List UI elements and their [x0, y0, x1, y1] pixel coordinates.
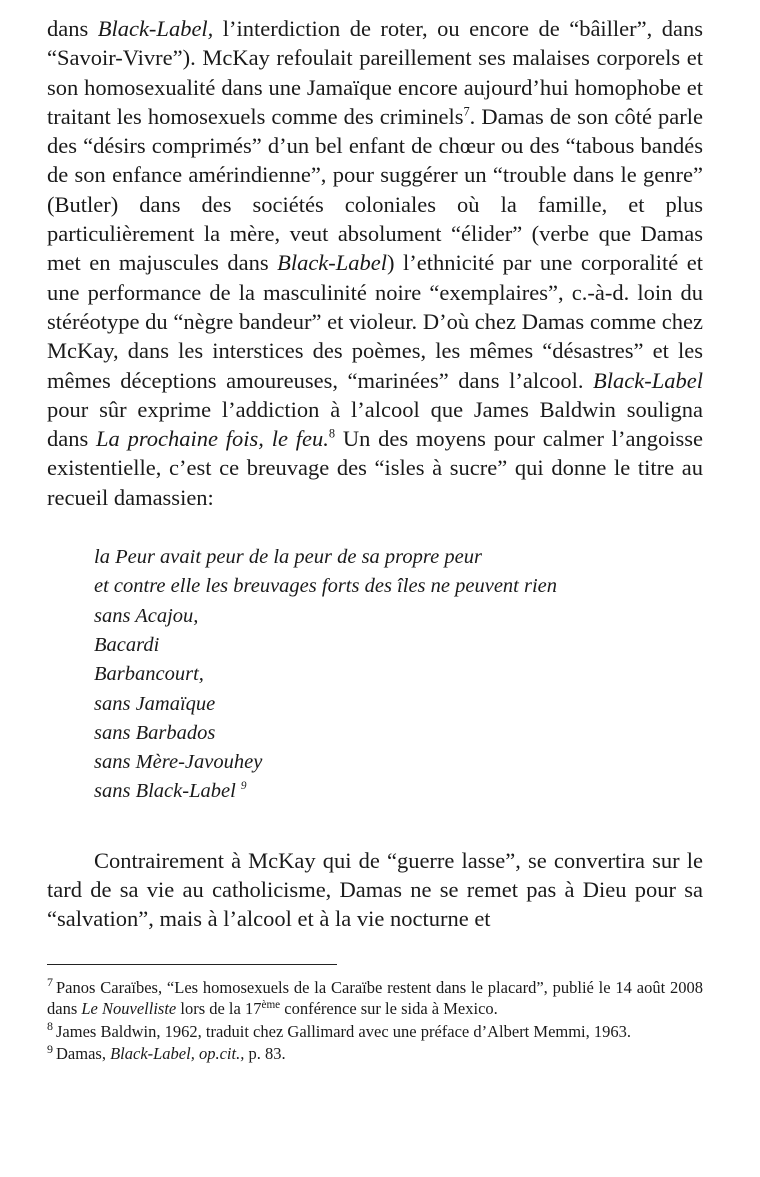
- text-run: dans: [47, 16, 98, 41]
- footnote-number: 8: [47, 1019, 53, 1034]
- footnote-8: [47, 1021, 703, 1043]
- text-run: Damas,: [56, 1044, 111, 1064]
- spacer: [47, 807, 703, 846]
- ordinal-suffix: ème: [261, 998, 281, 1011]
- body-paragraph: Contrairement à McKay qui de “guerre lasse”, se convertira sur le tard de sa vie au catholicisme, Damas ne se remet pas à Dieu pour sa “salvation”, mais à l’alcool et à la vie nocturne et: [47, 847, 703, 932]
- poem-line-text: sans Black-Label: [94, 780, 236, 803]
- book-title: Black-Label, op.cit.,: [110, 1044, 245, 1064]
- poem-line: Bacardi: [94, 633, 160, 656]
- text-run: James Baldwin, 1962, traduit chez Gallimard avec une préface d’Albert Memmi, 1963.: [56, 1021, 632, 1041]
- poem-line: sans Barbados: [94, 721, 216, 744]
- poem-line: et contre elle les breuvages forts des îles ne peuvent rien: [94, 575, 558, 598]
- text-run: Panos Caraïbes, “Les homosexuels de la Caraïbe restent dans le placard”, publié le 14 août 2008 dans: [47, 977, 703, 1019]
- poem-line: sans Acajou,: [94, 604, 199, 627]
- footnote-ref-7[interactable]: 7: [463, 104, 470, 119]
- book-title: La prochaine fois, le feu.: [96, 426, 329, 452]
- poem-line: [94, 777, 703, 806]
- poem-line: Barbancourt,: [94, 663, 204, 686]
- page: [47, 14, 703, 1066]
- footnote-separator: [47, 964, 337, 965]
- text-run: Un des moyens pour calmer l’angoisse existentielle, c’est ce breuvage des “isles à sucre” qui donne le titre au recueil damassien:: [47, 426, 703, 510]
- poem-line: sans Mère-Javouhey: [94, 751, 263, 774]
- text-run: ) l’ethnicité par une corporalité et une performance de la masculinité noire “exemplaires”, c.-à-d. loin du stéréotype du “nègre bandeur” et violeur. D’où chez Damas comme chez McKay, dans les interstices des poèmes, les mêmes “désastres” et les mêmes déceptions amoureuses, “marinées” dans l’alcool.: [47, 250, 703, 393]
- text-run: lors de la 17: [176, 999, 262, 1019]
- footnote-ref-8[interactable]: 8: [328, 426, 336, 441]
- newspaper-title: Le Nouvelliste: [81, 999, 177, 1019]
- text-run: . Damas de son côté parle des “désirs comprimés” d’un bel enfant de chœur ou des “tabous bandés de son enfance amérindienne”, pour suggérer un “trouble dans le genre” (Butler) dans des sociétés coloniales où la famille, et plus particulièrement la mère, veut absolument “élider” (verbe que Damas met en majuscules dans: [47, 103, 703, 276]
- poem-quote: [94, 543, 703, 807]
- poem-line: sans Jamaïque: [94, 692, 216, 715]
- footnote-ref-9[interactable]: 9: [240, 780, 247, 793]
- body-paragraph: [47, 14, 703, 512]
- text-run: p. 83.: [244, 1044, 286, 1064]
- poem-line: la Peur avait peur de la peur de sa propre peur: [94, 546, 482, 569]
- footnote-7: [47, 977, 703, 1020]
- footnote-number: 7: [47, 975, 53, 990]
- text-run: l’interdiction de roter, ou encore de “bâiller”, dans “Savoir-Vivre”). McKay refoulait pareillement ses malaises corporels et son homosexualité dans une Jamaïque encore aujourd’hui homophobe et traitant les homosexuels comme des criminels: [47, 16, 703, 129]
- footnote-9: [47, 1043, 703, 1065]
- text-run: conférence sur le sida à Mexico.: [280, 999, 498, 1019]
- footnote-number: 9: [47, 1041, 53, 1056]
- book-title: Black-Label,: [97, 16, 214, 41]
- text-run: pour sûr exprime l’addiction à l’alcool que James Baldwin souligna dans: [47, 396, 703, 452]
- book-title: Black-Label: [277, 250, 388, 276]
- book-title: Black-Label: [593, 367, 703, 393]
